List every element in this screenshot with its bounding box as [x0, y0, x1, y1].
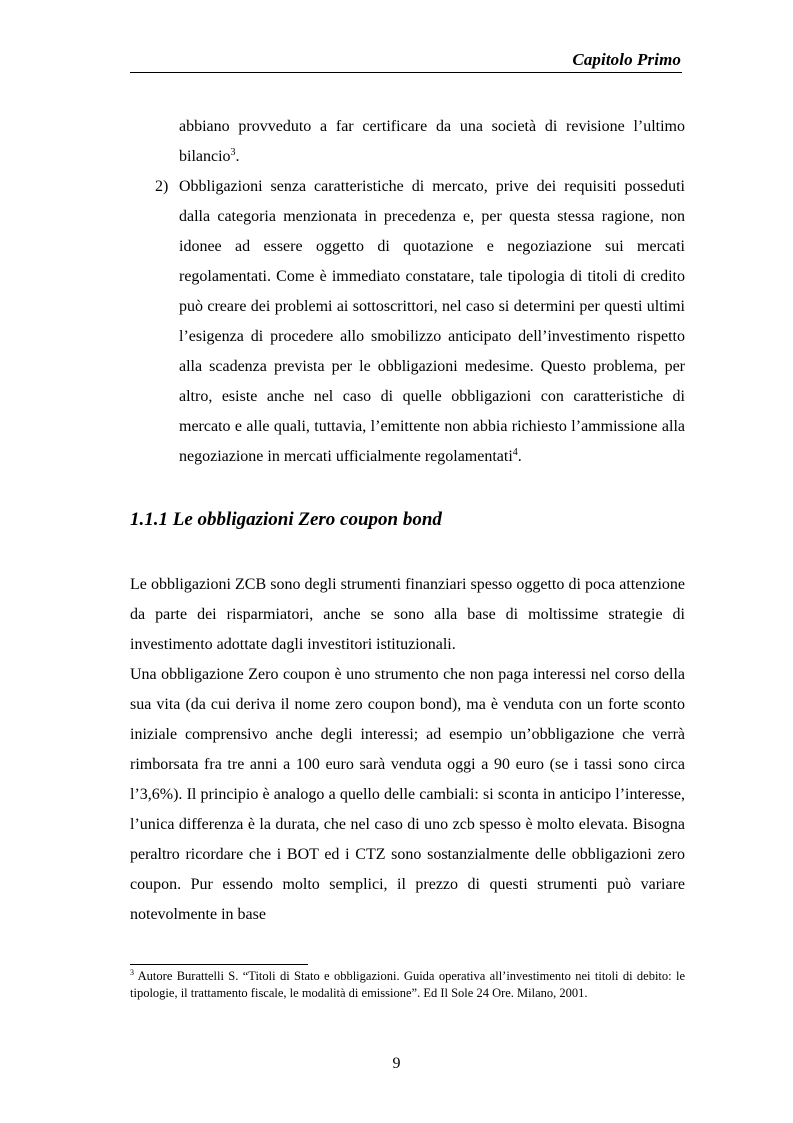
footnote-text: Autore Burattelli S. “Titoli di Stato e obbligazioni. Guida operativa all’investimento nei titoli di debito: le tipologie, il trattamento fiscale, le modalità di emissione”. Ed Il Sole 24 Ore. Milano, 2001.: [130, 969, 685, 1000]
header-divider: [130, 72, 682, 73]
page-number: 9: [392, 1055, 401, 1072]
list-item-number: 2): [155, 178, 169, 195]
list-item-2-text: Obbligazioni senza caratteristiche di mercato, prive dei requisiti posseduti dalla categoria menzionata in precedenza e, per questa stessa ragione, non idonee ad essere oggetto di quotazione e negoziazione sui mercati regolamentati. Come è immediato constatare, tale tipologia di titoli di credito può creare dei problemi ai sottoscrittori, nel caso si determini per questi ultimi l’esigenza di procedere allo smobilizzo anticipato dell’investimento rispetto alla scadenza prevista per le obbligazioni medesime. Questo problema, per altro, esiste anche nel caso di quelle obbligazioni con caratteristiche di mercato e alle quali, tuttavia, l’emittente non abbia richiesto l’ammissione alla negoziazione in mercati ufficialmente regolamentati: [179, 178, 685, 465]
list-item-continuation: [130, 112, 685, 172]
page-body: [130, 112, 685, 930]
footnote-number: 3: [130, 968, 134, 977]
list-item-2: [130, 172, 685, 472]
section-heading: 1.1.1 Le obbligazioni Zero coupon bond: [130, 509, 442, 530]
footnote-divider: [130, 964, 308, 965]
list-continuation-text: abbiano provveduto a far certificare da una società di revisione l’ultimo bilancio: [179, 118, 685, 165]
footnote: [130, 968, 685, 1002]
footnote-ref-3[interactable]: 3: [230, 147, 236, 158]
body-paragraph: Le obbligazioni ZCB sono degli strumenti finanziari spesso oggetto di poca attenzione da parte dei risparmiatori, anche se sono alla base di moltissime strategie di investimento adottate dagli investitori istituzionali.: [130, 576, 685, 653]
list-item-2-tail: .: [517, 448, 522, 465]
footnote-ref-4[interactable]: 4: [512, 447, 518, 458]
chapter-header-title: Capitolo Primo: [572, 50, 681, 69]
body-paragraph: Una obbligazione Zero coupon è uno strumento che non paga interessi nel corso della sua vita (da cui deriva il nome zero coupon bond), ma è venduta con un forte sconto iniziale comprensivo anche degli interessi; ad esempio un’obbligazione che verrà rimborsata fra tre anni a 100 euro sarà venduta oggi a 90 euro (se i tassi sono circa l’3,6%). Il principio è analogo a quello delle cambiali: si sconta in anticipo l’interesse, l’unica differenza è la durata, che nel caso di uno zcb spesso è molto elevata. Bisogna peraltro ricordare che i BOT ed i CTZ sono sostanzialmente delle obbligazioni zero coupon. Pur essendo molto semplici, il prezzo di questi strumenti può variare notevolmente in base: [130, 666, 685, 923]
list-continuation-tail: .: [235, 148, 240, 165]
